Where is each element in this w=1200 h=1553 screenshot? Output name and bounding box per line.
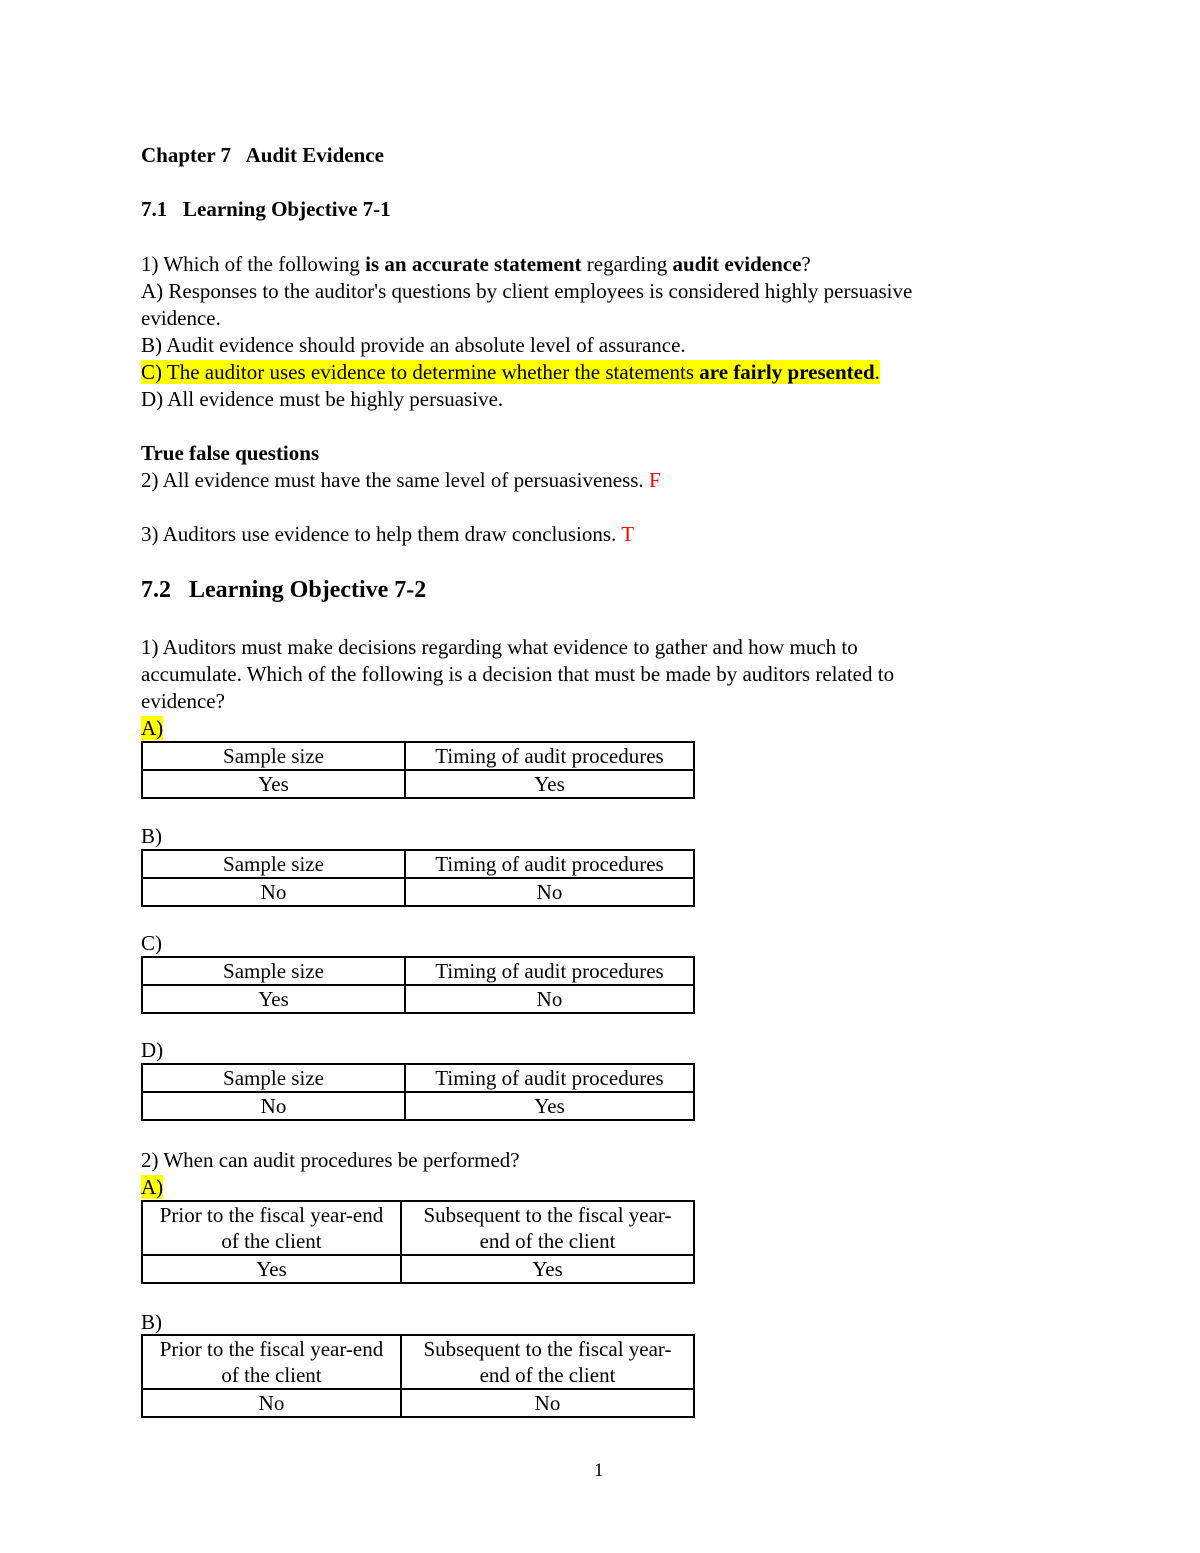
table-cell: Yes bbox=[142, 770, 405, 798]
table-cell: No bbox=[142, 1092, 405, 1120]
table-header-cell: Timing of audit procedures bbox=[405, 742, 694, 770]
table-cell: No bbox=[405, 985, 694, 1013]
table-header-cell bbox=[401, 1335, 694, 1389]
table-header-cell: Sample size bbox=[142, 1064, 405, 1092]
q72-1-option-a-label bbox=[141, 715, 163, 742]
q1-option-c-text: C) The auditor uses evidence to determine whether the statements bbox=[141, 360, 700, 384]
header-line: end of the client bbox=[479, 1363, 616, 1387]
tf-q2-text: 2) All evidence must have the same level of persuasiveness. bbox=[141, 468, 649, 492]
q72-2-option-a-label bbox=[141, 1174, 163, 1201]
q72-1-line1: 1) Auditors must make decisions regarding what evidence to gather and how much to bbox=[141, 635, 858, 659]
table-cell: No bbox=[142, 878, 405, 906]
table-header-cell bbox=[142, 1335, 401, 1389]
q72-1-option-d-label: D) bbox=[141, 1038, 164, 1062]
section-7-2-number: 7.2 bbox=[141, 577, 171, 603]
q72-1-option-d-table bbox=[141, 1063, 695, 1121]
chapter-title-text: Chapter 7 Audit Evidence bbox=[141, 143, 384, 167]
q72-1-option-c-table bbox=[141, 956, 695, 1014]
true-false-heading: True false questions bbox=[141, 441, 320, 465]
table-cell: Yes bbox=[142, 1255, 401, 1283]
q1-option-a-line2: evidence. bbox=[141, 306, 221, 330]
tf-question-3 bbox=[141, 521, 634, 548]
table-header-cell: Timing of audit procedures bbox=[405, 850, 694, 878]
q1-option-d: D) All evidence must be highly persuasive. bbox=[141, 387, 504, 411]
q1-text-suffix: ? bbox=[801, 252, 811, 276]
section-7-2-title: Learning Objective 7-2 bbox=[189, 577, 427, 603]
q72-1-option-a-label-text: A) bbox=[141, 716, 164, 740]
header-line: of the client bbox=[221, 1229, 322, 1253]
table-header-cell: Timing of audit procedures bbox=[405, 1064, 694, 1092]
q72-1-option-b-table bbox=[141, 849, 695, 907]
q1-option-c bbox=[141, 359, 880, 386]
header-line: Subsequent to the fiscal year- bbox=[423, 1203, 672, 1227]
table-cell: Yes bbox=[401, 1255, 694, 1283]
page-number: 1 bbox=[594, 1460, 604, 1481]
tf-q2-answer: F bbox=[648, 468, 661, 492]
table-cell: Yes bbox=[142, 985, 405, 1013]
q72-2-option-a-label-text: A) bbox=[141, 1175, 164, 1199]
q1-question bbox=[141, 251, 811, 278]
q72-1-line2: accumulate. Which of the following is a decision that must be made by auditors related to bbox=[141, 662, 895, 686]
table-header-cell: Timing of audit procedures bbox=[405, 957, 694, 985]
q72-2-option-a-table bbox=[141, 1200, 695, 1284]
table-header-cell bbox=[142, 1201, 401, 1255]
q72-1-option-c-label: C) bbox=[141, 931, 162, 955]
q1-option-b: B) Audit evidence should provide an absolute level of assurance. bbox=[141, 333, 686, 357]
q72-1-option-a-table bbox=[141, 741, 695, 799]
q1-bold-audit-evidence: audit evidence bbox=[672, 252, 802, 276]
section-7-1-title: Learning Objective 7-1 bbox=[183, 197, 391, 221]
header-line: Subsequent to the fiscal year- bbox=[423, 1337, 672, 1361]
chapter-title bbox=[141, 143, 384, 168]
section-7-2-heading bbox=[141, 577, 426, 604]
q72-2-option-b-table bbox=[141, 1334, 695, 1418]
q72-2-option-b-label: B) bbox=[141, 1310, 162, 1334]
table-cell: Yes bbox=[405, 770, 694, 798]
tf-q3-text: 3) Auditors use evidence to help them draw conclusions. bbox=[141, 522, 622, 546]
tf-question-2 bbox=[141, 467, 661, 494]
q1-option-c-bold: are fairly presented bbox=[699, 360, 875, 384]
table-header-cell: Sample size bbox=[142, 742, 405, 770]
header-line: of the client bbox=[221, 1363, 322, 1387]
tf-q3-answer: T bbox=[621, 522, 635, 546]
q1-bold-accurate: is an accurate statement bbox=[365, 252, 582, 276]
table-cell: Yes bbox=[405, 1092, 694, 1120]
q72-1-line3: evidence? bbox=[141, 689, 225, 713]
table-cell: No bbox=[142, 1389, 401, 1417]
table-header-cell bbox=[401, 1201, 694, 1255]
header-line: Prior to the fiscal year-end bbox=[159, 1337, 384, 1361]
q1-option-a-line1: A) Responses to the auditor's questions by client employees is considered highly persuasive bbox=[141, 279, 913, 303]
q1-text-prefix: 1) Which of the following bbox=[141, 252, 366, 276]
table-header-cell: Sample size bbox=[142, 850, 405, 878]
q1-text-mid: regarding bbox=[581, 252, 673, 276]
q72-2-question: 2) When can audit procedures be performed? bbox=[141, 1148, 520, 1172]
table-cell: No bbox=[405, 878, 694, 906]
table-cell: No bbox=[401, 1389, 694, 1417]
q1-option-c-end: . bbox=[874, 360, 880, 384]
header-line: end of the client bbox=[479, 1229, 616, 1253]
table-header-cell: Sample size bbox=[142, 957, 405, 985]
section-7-1-number: 7.1 bbox=[141, 197, 168, 221]
q72-1-option-b-label: B) bbox=[141, 824, 162, 848]
section-7-1-heading bbox=[141, 197, 391, 222]
header-line: Prior to the fiscal year-end bbox=[159, 1203, 384, 1227]
